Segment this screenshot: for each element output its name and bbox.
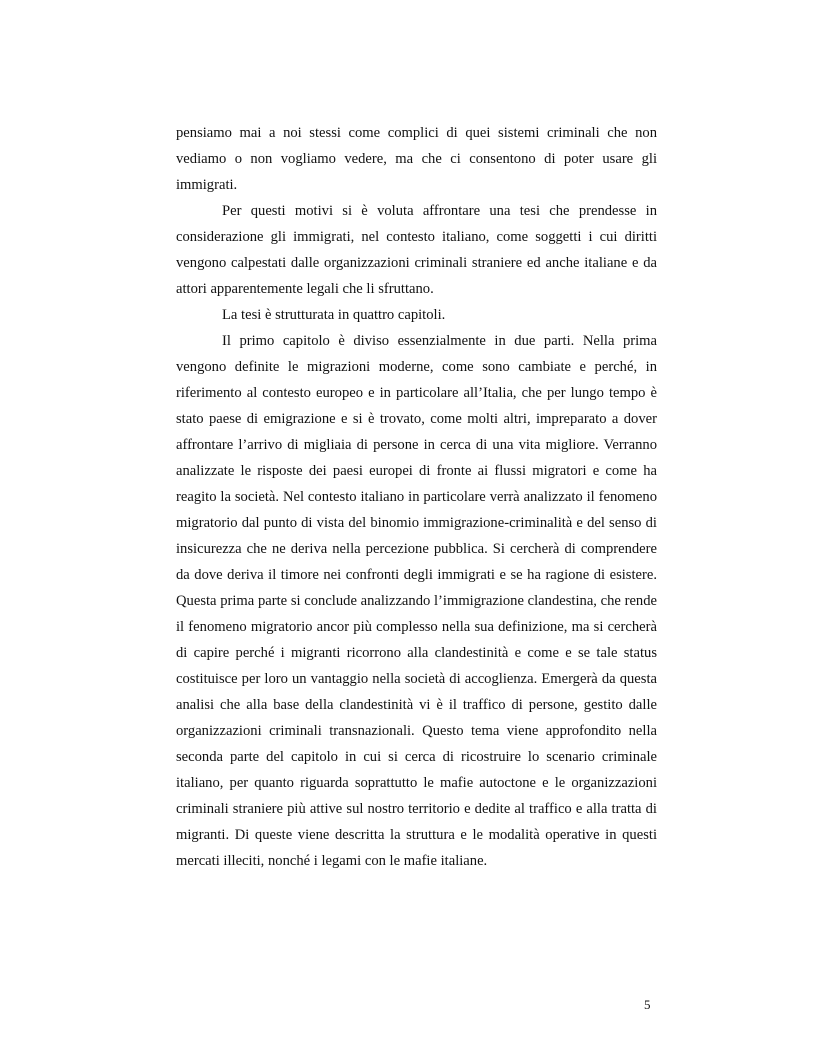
paragraph-first-chapter: Il primo capitolo è diviso essenzialmente in due parti. Nella prima vengono definite le migrazioni moderne, come sono cambiate e perché, in riferimento al contesto europeo e in particolare all’Italia, che per lungo tempo è stato paese di emigrazione e si è trovato, come molti altri, impreparato a dover affrontare l’arrivo di migliaia di persone in cerca di una vita migliore. Verranno analizzate le risposte dei paesi europei di fronte ai flussi migratori e come ha reagito la società. Nel contesto italiano in particolare verrà analizzato il fenomeno migratorio dal punto di vista del binomio immigrazione-criminalità e del senso di insicurezza che ne deriva nella percezione pubblica. Si cercherà di comprendere da dove deriva il timore nei confronti degli immigrati e se ha ragione di esistere. Questa prima parte si conclude analizzando l’immigrazione clandestina, che rende il fenomeno migratorio ancor più complesso nella sua definizione, ma si cercherà di capire perché i migranti ricorrono alla clandestinità e come e se tale status costituisce per loro un vantaggio nella società di accoglienza. Emergerà da questa analisi che alla base della clandestinità vi è il traffico di persone, gestito dalle organizzazioni criminali transnazionali. Questo tema viene approfondito nella seconda parte del capitolo in cui si cerca di ricostruire lo scenario criminale italiano, per quanto riguarda soprattutto le mafie autoctone e le organizzazioni criminali straniere più attive sul nostro territorio e dedite al traffico e alla tratta di migranti. Di queste viene descritta la struttura e le modalità operative in questi mercati illeciti, nonché i legami con le mafie italiane.: [176, 333, 657, 869]
paragraph-motivation: Per questi motivi si è voluta affrontare una tesi che prendesse in considerazione gli immigrati, nel contesto italiano, come soggetti i cui diritti vengono calpestati dalle organizzazioni criminali straniere ed anche italiane e da attori apparentemente legali che li sfruttano.: [176, 203, 657, 297]
paragraph-continuation: pensiamo mai a noi stessi come complici di quei sistemi criminali che non vediamo o non vogliamo vedere, ma che ci consentono di poter usare gli immigrati.: [176, 125, 657, 193]
body-text: [176, 120, 657, 874]
page-number: 5: [644, 997, 651, 1012]
paragraph-structure: La tesi è strutturata in quattro capitoli.: [222, 307, 446, 323]
